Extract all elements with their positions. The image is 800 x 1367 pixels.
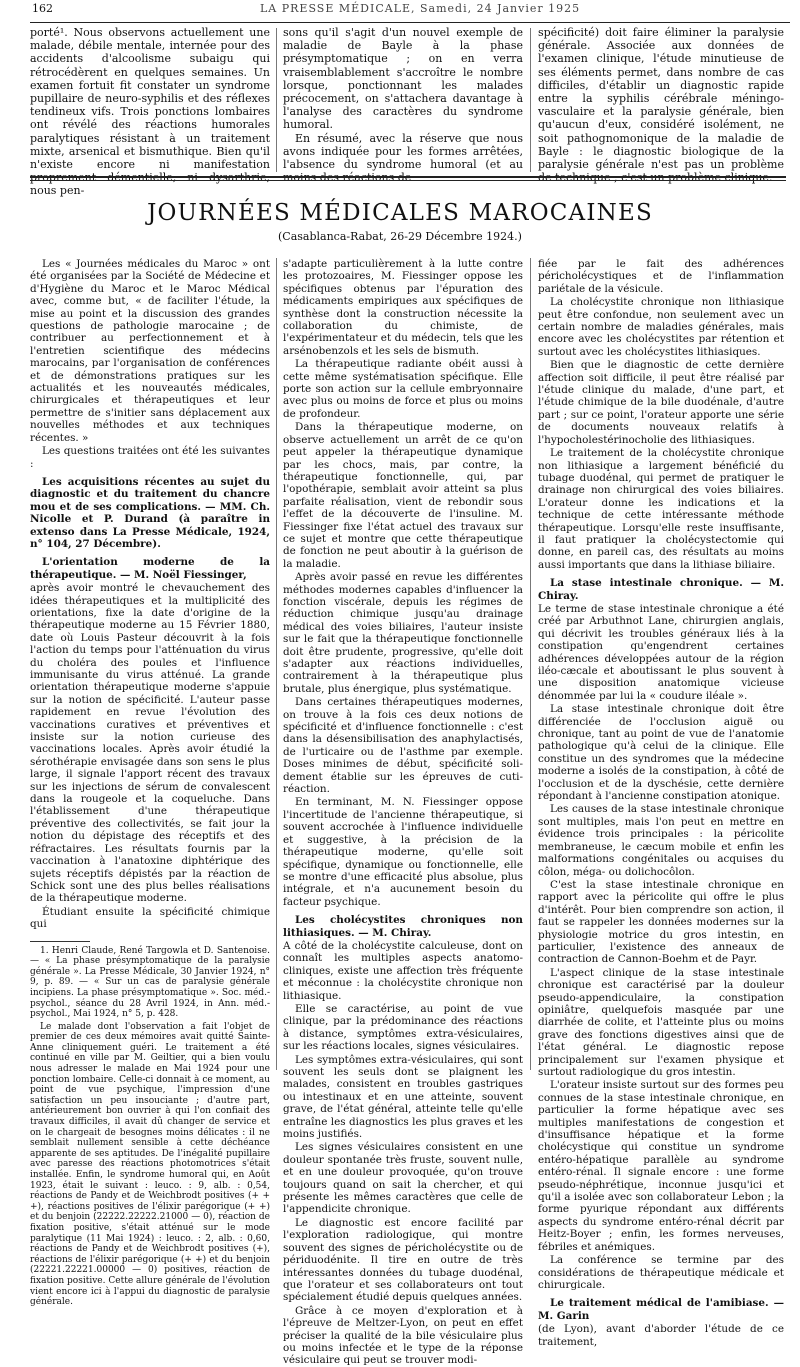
paragraph: Les symptômes extra-vésiculaires, qui sont souvent les seuls dont se plaignent les malades, consistent en troubles gastriques ou intestinaux et en une atteinte, souvent grave, de l'état général, atteinte telle qu'elle entraîne les diagnostics les plus graves et les moins justifiés. [283,1053,523,1141]
paragraph: spécificité) doit faire éliminer la paralysie générale. Associée aux données de l'examen clinique, l'étude minutieuse de ses éléments permet, dans nombre de cas difficiles, d'établir un diagnostic rapide entre la syphilis cérébrale méningo-vasculaire et la paralysie générale, bien qu'aucun d'eux, considéré isolément, ne soit pathognomonique de la maladie de Bayle : le diagnostic biologique de la paralysie générale n'est pas un problème [538,26,784,172]
paragraph: après avoir montré le chevauchement des idées thérapeutiques et la multiplicité des orientations, fixe la date d'origine de la thérapeutique moderne au 15 Février 1880, date où Louis Pasteur découvrit à la fois l'action du temps pour l'atténuation du virus du choléra des poules et l'influence immunisante du virus atténué. La grande orientation thérapeutique moderne s'appuie sur la notion de spécificité. L'auteur passe rapidement en revue l'évolution des vaccinations curatives et préventives et insiste sur la notion curieuse des vaccinations locales. Après avoir étudié la sérothérapie envisagée dans son sens le plus large, il signale l'apport récent des travaux sur les injections de sérum de convalescent dans la rougeole et la coqueluche. Dans l'établissement d'une thérapeutique préventive des collectivités, se fait jour la notion du dépistage des réceptifs et des réfractaires. Les résultats fournis par la vaccination à l'anatoxine diphtérique des sujets réceptifs dépistés par la réaction de Schick sont une des plus belles réalisations de la thérapeutique moderne. [30,582,270,905]
paragraph: Les questions traitées ont été les suivantes : [30,445,270,470]
section-subtitle: (Casablanca-Rabat, 26-29 Décembre 1924.) [278,230,522,243]
running-title: LA PRESSE MÉDICALE, Samedi, 24 Janvier 1925 [260,2,581,15]
paragraph: sons qu'il s'agit d'un nouvel exemple de maladie de Bayle à la phase présymptomatique ; on en verra vraisemblablement s'accroître le nombre lorsque, ponctionnant les malades précocement, on s'attachera davantage à l'analyse des caractères du syndrome humoral. [283,26,523,132]
paragraph: Elle se caractérise, au point de vue clinique, par la prédominance des réactions à distance, symptômes extra-vésiculaires, sur les réactions locales, signes vésiculaires. [283,1002,523,1053]
paragraph: porté¹. Nous observons actuellement une malade, débile mentale, internée pour des accidents d'alcoolisme subaigu qui rétrocédèrent en quelques semaines. Un examen fortuit fit constater un syndrome pupillaire de neuro-syphilis et des réflexes tendineux vifs. Trois ponctions lombaires ont révélé des réactions humorales paralytiques résistant à un traitement mixte, arsenical et bismuthique. Bien qu'il n'existe encore ni manifestation nous pen- [30,26,270,198]
footnote: 1. Henri Claude, René Targowla et D. Santenoise. — « La phase présymptomatique de la paralysie générale ». La Presse Médicale, 30 Janvier 1924, n° 9, p. 89. — « Sur un cas de paralysie générale incipiens. La phase présymptomatique ». Soc. méd.-psychol., séance du 28 Avril 1924, in Ann. méd.-psychol., Mai 1924, n° 5, p. 428. [30,945,270,1020]
column-divider [276,258,277,1070]
running-head [30,2,790,23]
paragraph: La thérapeutique radiante obéit aussi à cette même systématisation spécifique. Elle porte son action sur la cellule embryonnaire avec plus ou moins de force et plus ou moins de profondeur. [283,358,523,420]
paragraph: Dans certaines thérapeutiques modernes, on trouve à la fois ces deux notions de spécificité et d'influence fonctionnelle : c'est dans la désensibilisation des anaphylactisés, de l'urticaire ou de l'asthme par exemple. Doses minimes de début, spécificité solidement établie sur les épreuves de cuti-réaction. [283,696,523,796]
section-rule [30,180,786,181]
paragraph: La cholécystite chronique non lithiasique peut être confondue, non seulement avec un certain nombre de maladies générales, mais encore avec les cholécystites par rétention et surtout avec les cholécystites lithiasiques. [538,296,784,358]
paragraph: (de Lyon), avant d'aborder l'étude de ce traitement, [538,1323,784,1348]
subsection-heading: Les acquisitions récentes au sujet du diagnostic et du traitement du chancre mou et de ses complications. — MM. Ch. Nicolle et P. Durand (à paraître in extenso dans La Presse Médicale, 1924, n° 104, 27 Décembre). [30,475,270,550]
paragraph: Dans la thérapeutique moderne, on observe actuellement un arrêt de ce qu'on peut appeler la thérapeutique dynamique par les chocs, mais, par contre, la thérapeutique fonctionnelle, qui, par l'opothérapie, semblait avoir atteint sa plus parfaite réalisation, vient de rebondir sous l'effet de la découverte de l'insuline. M. Fiessinger fixe l'état actuel des travaux sur ce sujet et montre que cette thérapeutique de fonction ne peut aboutir à la guérison de la maladie. [283,421,523,570]
paragraph: fiée par le fait des adhérences péricholécystiques et de l'inflammation pariétale de la vésicule. [538,258,784,295]
top-column-2 [283,26,523,172]
body-column-2 [283,258,523,1367]
body-column-3 [538,258,784,1348]
paragraph: Après avoir passé en revue les différentes méthodes modernes capables d'influencer la fonction viscérale, depuis les régimes de réduction chimique jusqu'au drainage médical des voies biliaires, l'auteur insiste sur le fait que la thérapeutique fonctionnelle doit être prudente, progressive, qu'elle doit s'adapter aux réactions individuelles, contrairement à la thérapeutique plus brutale, plus énergique, plus systématique. [283,571,523,695]
paragraph: La conférence se termine par des considérations de thérapeutique médicale et chirurgicale. [538,1254,784,1291]
footnotes [30,941,270,1308]
top-column-3 [538,26,784,172]
subsection-heading: Les cholécystites chroniques non lithiasiques. — M. Chiray. [283,914,523,939]
paragraph: Grâce à ce moyen d'exploration et à l'épreuve de Meltzer-Lyon, on peut en effet préciser la qualité de la bile vésiculaire plus ou moins infectée et le type de la réponse vésiculaire qui peut se trouver modi- [283,1304,523,1367]
paragraph: A côté de la cholécystite calculeuse, dont on connaît les multiples aspects anatomo-cliniques, existe une affection très fréquente et méconnue : la cholécystite chronique non lithiasique. [283,939,523,1002]
paragraph: L'aspect clinique de la stase intestinale chronique est caractérisé par la douleur pseudo-appendiculaire, la constipation opiniâtre, quelquefois masquée par une diarrhée de colite, et l'atteinte plus ou moins grave des fonctions digestives ainsi que de l'état général. Le diagnostic repose principalement sur l'examen physique et surtout radiologique du gros intestin. [538,966,784,1078]
body-column-1 [30,258,270,1308]
footnote: Le malade dont l'observation a fait l'objet de premier de ces deux mémoires avait quitté Sainte-Anne cliniquement guéri. Le traitement a été continué en ville par M. Geiltier, qui a bien voulu nous adresser le malade en Mai 1924 pour une ponction lombaire. Celle-ci donnait à ce moment, au point de vue psychique, l'impression d'une satisfaction un peu insouciante ; d'autre part, antérieurement bon ouvrier à qui l'on confiait des travaux difficiles, il avait dû changer de service et on le chargeait de besognes moins délicates : il ne semblait nullement sensible à cette déchéance apparente de ses aptitudes. De l'inégalité pupillaire avec paresse des réactions photomotrices s'était installée. Enfin, le syndrome humoral qui, en Août 1923, était le suivant : leuco. : 9, alb. : 0,54, réactions de Pandy et de Weichbrodt positives (+ + +), réactions positives de l'élixir parégorique (+ +) et du benjoin (22222.22222.21000 — 0), réaction de fixation positive, s'était atténué sur le mode paralytique (11 Mai 1924) : leuco. : 2, alb. : 0,60, réactions de Pandy et de Weichbrodt positives (+), réactions de l'élixir parégorique (+ +) et du benjoin (22221.22221.00000 — 0) positives, réaction de fixation positive. Cette allure générale de l'évolution vient encore ici à l'appui du diagnostic de paralysie générale. [30,1021,270,1308]
paragraph: La stase intestinale chronique doit être différenciée de l'occlusion aiguë ou chronique, tant au point de vue de l'anatomie pathologique qu'à celui de la clinique. Elle constitue un des syndromes que la médecine moderne a isolés de la constipation, à côté de l'occlusion et de la dyschésie, cette dernière répondant à l'ancienne constipation atonique. [538,703,784,803]
paragraph: En résumé, avec la réserve que nous avons indiquée pour les formes arrêtées, l'absence du syndrome humoral (et au [283,131,523,172]
section-title: JOURNÉES MÉDICALES MAROCAINES [147,200,653,226]
paragraph: L'orateur insiste surtout sur des formes peu connues de la stase intestinale chronique, en particulier la forme hépatique avec ses multiples manifestations de congestion et d'insuffisance hépatique et la forme cholécystique qui constitue un syndrome entéro-hépatique parallèle au syndrome entéro-rénal. Il signale encore : une forme pseudo-néphrétique, inconnue jusqu'ici et qu'il a isolée avec son collaborateur Lebon ; la forme pyurique répondant aux différents aspects du syndrome entéro-rénal décrit par Heitz-Boyer ; enfin, les formes nerveuses, fébriles et anémiques. [538,1079,784,1253]
footnote-rule [30,941,90,942]
subsection-heading: L'orientation moderne de la thérapeutique. — M. Noël Fiessinger, [30,556,270,581]
paragraph: Les « Journées médicales du Maroc » ont été organisées par la Société de Médecine et d'Hygiène du Maroc et le Maroc Médical avec, comme but, « de faciliter l'étude, la mise au point et la discussion des grandes questions de pathologie marocaine ; de contribuer au perfectionnement et à l'entretien scientifique des médecins marocains, par l'organisation de conférences et de démonstrations pratiques sur les actualités et les nouveautés médicales, chirurgicales et thérapeutiques et leur permettre de s'initier sans déplacement aux nouvelles méthodes et aux techniques récentes. » [30,258,270,444]
paragraph: s'adapte particulièrement à la lutte contre les protozoaires, M. Fiessinger oppose les spécifiques obtenus par l'épuration des médicaments empiriques aux spécifiques de synthèse dont la construction nécessite la collaboration du chimiste, de l'expérimentateur et du médecin, tels que les arsénobenzols et les sels de bismuth. [283,258,523,357]
paragraph: C'est la stase intestinale chronique en rapport avec la péricolite qui offre le plus d'intérêt. Pour bien comprendre son action, il faut se rappeler les données modernes sur la physiologie motrice du gros intestin, en particulier, l'existence des anneaux de contraction de Cannon-Boehm et de Payr. [538,878,784,966]
column-divider [530,258,531,1070]
paragraph: En terminant, M. N. Fiessinger oppose l'incertitude de l'ancienne thérapeutique, si souvent accrochée à l'influence individuelle et suggestive, à la précision de la thérapeutique moderne, qu'elle soit spécifique, dynamique ou fonctionnelle, elle se montre d'une efficacité plus absolue, plus intégrale, et n'a aucunement besoin du facteur psychique. [283,796,523,908]
paragraph: Le diagnostic est encore facilité par l'exploration radiologique, qui montre souvent des signes de péricholécystite ou de périduodénite. Il tire en outre de très intéressantes données du tubage duodénal, que l'orateur et ses collaborateurs ont tout spécialement étudié depuis quelques années. [283,1216,523,1304]
column-divider [530,28,531,172]
paragraph: Le traitement de la cholécystite chronique non lithiasique a largement bénéficié du tubage duodénal, qui permet de pratiquer le drainage non chirurgical des voies biliaires. L'orateur donne les indications et la technique de cette intéressante méthode thérapeutique. Lorsqu'elle reste insuffisante, il faut pratiquer la cholécystectomie qui donne, en pareil cas, des résultats au moins aussi importants que dans la lithiase biliaire. [538,447,784,571]
subsection-heading: La stase intestinale chronique. — M. Chiray. [538,577,784,602]
paragraph: Les signes vésiculaires consistent en une douleur spontanée très fruste, souvent nulle, et en une douleur provoquée, qu'on trouve toujours quand on sait la chercher, et qui présente les mêmes caractères que celle de l'appendicite chronique. [283,1141,523,1216]
subsection-heading: Le traitement médical de l'amibiase. — M. Garin [538,1297,784,1322]
paragraph: Les causes de la stase intestinale chronique sont multiples, mais l'on peut en mettre en évidence trois principales : la péricolite membraneuse, le cæcum mobile et enfin les malformations congénitales ou acquises du côlon, méga- ou dolichocôlon. [538,803,784,878]
section-rule [30,176,786,178]
paragraph: Le terme de stase intestinale chronique a été créé par Arbuthnot Lane, chirurgien anglais, qui décrivit les troubles généraux liés à la constipation qu'engendrent certaines adhérences développées autour de la région iléo-cæcale et aboutissant le plus souvent à une disposition anatomique vicieuse dénommée par lui la « coudure iléale ». [538,602,784,702]
paragraph: Bien que le diagnostic de cette dernière affection soit difficile, il peut être réalisé par l'étude clinique du malade, d'une part, et l'étude chimique de la bile duodénale, d'autre part ; sur ce point, l'orateur apporte une série de documents nouveaux relatifs à l'hypocholestérinocholie des lithiasiques. [538,359,784,446]
page-number: 162 [32,2,53,15]
column-divider [276,28,277,172]
top-column-1 [30,26,270,198]
paragraph: Étudiant ensuite la spécificité chimique qui [30,905,270,931]
